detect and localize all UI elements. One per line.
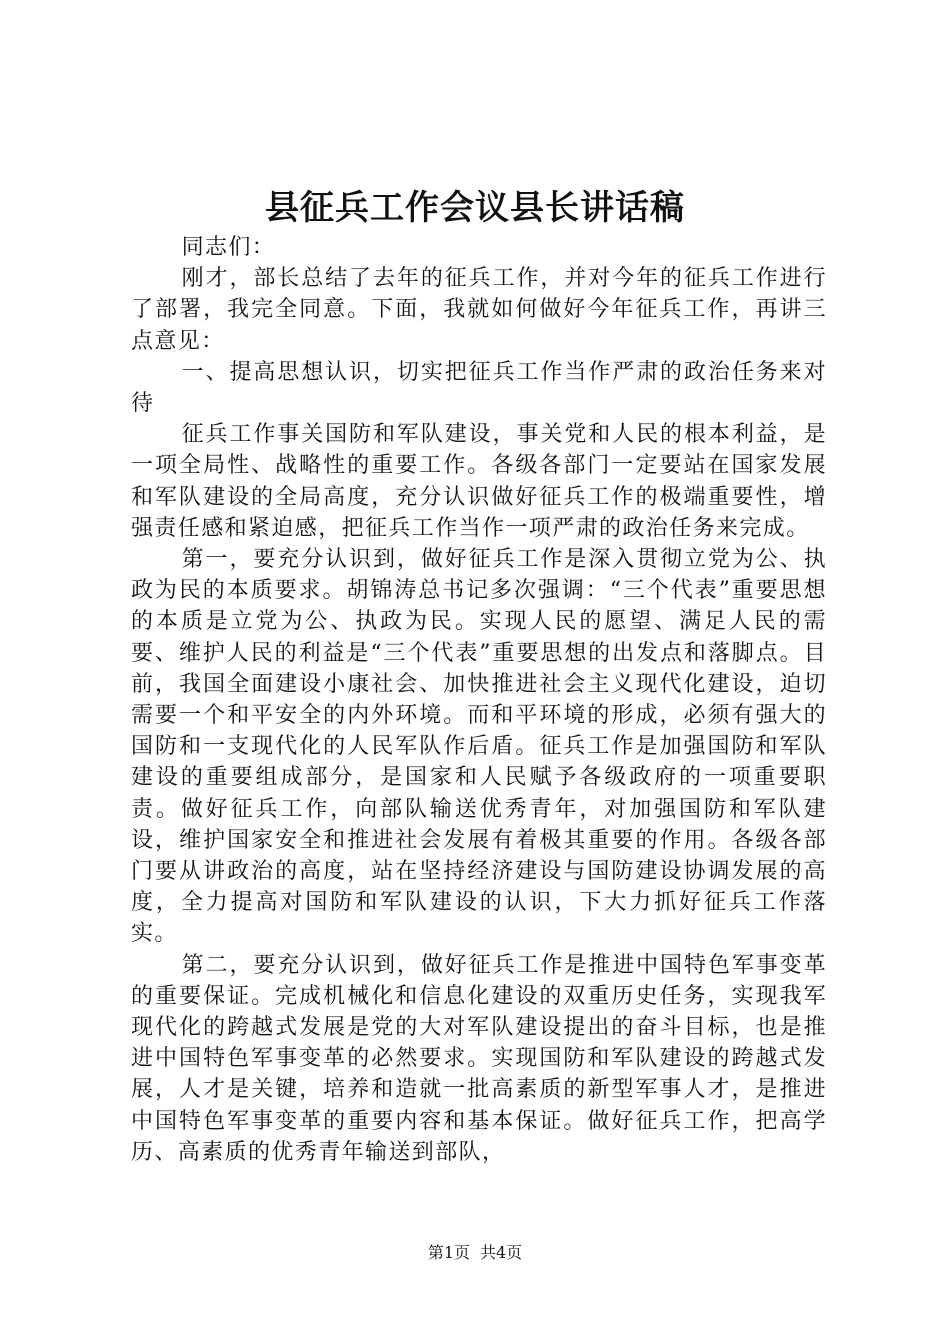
body-paragraph: 征兵工作事关国防和军队建设，事关党和人民的根本利益，是一项全局性、战略性的重要工作。各级各部门一定要站在国家发展和军队建设的全局高度，充分认识做好征兵工作的极端重要性，增强责任感和紧迫感，把征兵工作当作一项严肃的政治任务来完成。 bbox=[131, 422, 827, 541]
body-paragraph: 第二，要充分认识到，做好征兵工作是推进中国特色军事变革的重要保证。完成机械化和信息化建设的双重历史任务，实现我军现代化的跨越式发展是党的大对军队建设提出的奋斗目标，也是推进中国特色军事变革的必然要求。实现国防和军队建设的跨越式发展，人才是关键，培养和造就一批高素质的新型军事人才，是推进中国特色军事变革的重要内容和基本保证。做好征兵工作，把高学历、高素质的优秀青年输送到部队， bbox=[131, 952, 827, 1165]
document-title: 县征兵工作会议县长讲话稿 bbox=[265, 188, 685, 228]
page-footer bbox=[0, 1242, 950, 1264]
page-total: 共4页 bbox=[480, 1243, 523, 1262]
body-paragraph: 第一，要充分认识到，做好征兵工作是深入贯彻立党为公、执政为民的本质要求。胡锦涛总书记多次强调：“三个代表”重要思想的本质是立党为公、执政为民。实现人民的愿望、满足人民的需要、维护人民的利益是“三个代表”重要思想的出发点和落脚点。目前，我国全面建设小康社会、加快推进社会主义现代化建设，迫切需要一个和平安全的内外环境。而和平环境的形成，必须有强大的国防和一支现代化的人民军队作后盾。征兵工作是加强国防和军队建设的重要组成部分，是国家和人民赋予各级政府的一项重要职责。做好征兵工作，向部队输送优秀青年，对加强国防和军队建设，维护国家安全和推进社会发展有着极其重要的作用。各级各部门要从讲政治的高度，站在坚持经济建设与国防建设协调发展的高度，全力提高对国防和军队建设的认识，下大力抓好征兵工作落实。 bbox=[131, 547, 827, 947]
section-heading-1: 一、提高思想认识，切实把征兵工作当作严肃的政治任务来对待 bbox=[131, 359, 827, 417]
intro-paragraph: 刚才，部长总结了去年的征兵工作，并对今年的征兵工作进行了部署，我完全同意。下面，我就如何做好今年征兵工作，再讲三点意见： bbox=[131, 266, 827, 354]
salutation-paragraph: 同志们： bbox=[181, 235, 276, 260]
document-body bbox=[131, 232, 827, 1168]
page-number: 第1页 bbox=[427, 1243, 470, 1262]
